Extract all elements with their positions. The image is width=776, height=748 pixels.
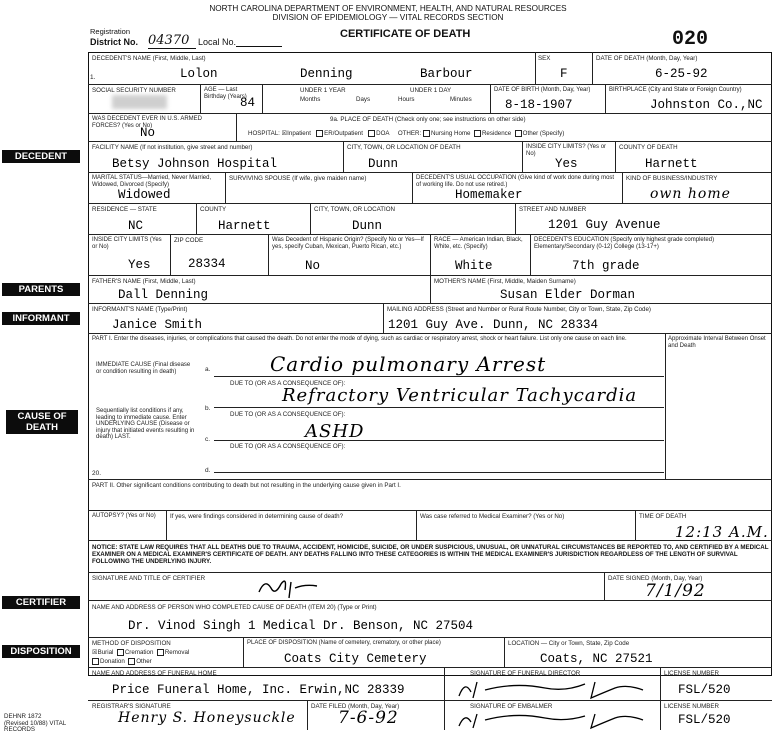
registrar-label: REGISTRAR'S SIGNATURE [92,703,171,710]
county-death-value: Harnett [645,157,698,171]
decedent-first-name: Lolon [180,67,218,81]
funeral-director-label: SIGNATURE OF FUNERAL DIRECTOR [470,670,581,677]
residence-label: Residence [481,130,512,138]
interval-label: Approximate Interval Between Onset and Death [668,336,766,349]
method-options-2 [92,658,152,665]
checkbox-nursing-home[interactable] [423,130,430,137]
local-number-label: Local No. [198,37,237,47]
checkbox-residence[interactable] [474,130,481,137]
date-of-death: 6-25-92 [655,67,708,81]
place-disposition-label: PLACE OF DISPOSITION (Name of cemetery, crematory, or other place) [247,640,441,646]
district-number: 04370 [148,33,196,49]
district-label: District No. [90,37,139,47]
hours-label: Hours [398,96,415,103]
date-signed-label: DATE SIGNED (Month, Day, Year) [608,575,703,582]
registrar-signature: Henry S. Honeysuckle [118,710,296,726]
nursing-label: Nursing Home [430,130,471,138]
minutes-label: Minutes [450,96,472,103]
residence-state-label: RESIDENCE — STATE [92,206,157,213]
ssn-label: SOCIAL SECURITY NUMBER [92,87,176,94]
decedent-middle-name: Denning [300,67,353,81]
section-disposition: DISPOSITION [2,645,80,658]
residence-state-value: NC [128,219,144,233]
checkbox-burial[interactable]: ☒ [92,649,98,657]
education-value: 7th grade [572,259,640,273]
findings-label: If yes, were findings considered in determining cause of death? [170,513,344,520]
ssn-redacted [112,95,167,109]
burial-label: Burial [97,649,114,657]
checkbox-donation[interactable] [92,658,99,665]
facility-label: FACILITY NAME (If not institution, give street and number) [92,144,253,151]
location-label: LOCATION — City or Town, State, Zip Code [508,640,630,647]
local-number-line [236,46,282,47]
part2-label: PART II. Other significant conditions contributing to death but not resulting in the underlying cause given in Part I. [92,482,401,489]
race-label: RACE — American Indian, Black, White, etc. (Specify) [434,237,523,250]
section-informant: INFORMANT [2,312,80,325]
time-of-death: 12:13 A.M. [675,523,769,541]
checkbox-inpatient[interactable]: ☒ [281,130,288,138]
sex-label: SEX [538,55,551,62]
other-label: OTHER: [397,130,422,138]
occupation-label: DECEDENT'S USUAL OCCUPATION (Give kind of work done during most of working life. Do not use retired.) [416,175,615,188]
age-label: AGE — Last Birthday (Years) [204,87,247,100]
embalmer-signature [455,708,650,735]
section-decedent: DECEDENT [2,150,80,163]
date-filed-label: DATE FILED (Month, Day, Year) [311,703,400,710]
marital-value: Widowed [118,188,171,202]
checkbox-doa[interactable] [368,130,375,137]
residence-city-value: Dunn [352,219,383,233]
doa-label: DOA [376,130,390,138]
certifier-signature [255,574,325,605]
armed-forces-label: WAS DECEDENT EVER IN U.S. ARMED FORCES? (Yes or No) [92,116,203,129]
spouse-label: SURVIVING SPOUSE (If wife, give maiden name) [229,175,367,182]
business-value: own home [650,186,731,202]
residence-county-value: Harnett [218,219,271,233]
section-parents: PARENTS [2,283,80,296]
due-to-label-3: DUE TO (OR AS A CONSEQUENCE OF): [230,443,346,450]
due-to-label-1: DUE TO (OR AS A CONSEQUENCE OF): [230,380,346,387]
mother-name: Susan Elder Dorman [500,288,636,302]
er-label: ER/Outpatient [324,130,363,138]
license-label-2: LICENSE NUMBER [664,703,720,710]
informant-label: INFORMANT'S NAME (Type/Print) [92,306,188,313]
donation-label: Donation [100,658,125,666]
days-label: Days [356,96,371,103]
under-1-year-label: UNDER 1 YEAR [300,87,346,94]
funeral-home-label: NAME AND ADDRESS OF FUNERAL HOME [92,670,217,677]
age-value: 84 [240,96,256,110]
mother-label: MOTHER'S NAME (First, Middle, Maiden Surname) [434,278,576,285]
checkbox-other[interactable] [515,130,522,137]
section-certifier: CERTIFIER [2,596,80,609]
other-specify-label: Other (Specify) [522,130,565,138]
form-footer: DEHNR 1872 (Revised 10/88) VITAL RECORDS [4,713,66,734]
checkbox-cremation[interactable] [117,649,124,656]
decedent-last-name: Barbour [420,67,473,81]
occupation-value: Homemaker [455,188,523,202]
header-division: DIVISION OF EPIDEMIOLOGY — VITAL RECORDS SECTION [272,13,504,22]
certifier-address-label: NAME AND ADDRESS OF PERSON WHO COMPLETED CAUSE OF DEATH (ITEM 20) (Type or Print) [92,604,377,611]
place-options [248,130,564,137]
license-number-2: FSL/520 [678,713,731,727]
hispanic-label: Was Decedent of Hispanic Origin? (Specify No or Yes—If yes, specify Cuban, Mexican, Puerto Rican, etc.) [272,237,424,250]
due-to-label-2: DUE TO (OR AS A CONSEQUENCE OF): [230,411,346,418]
hispanic-value: No [305,259,321,273]
examiner-label: Was case referred to Medical Examiner? (Yes or No) [420,513,565,520]
mailing-address: 1201 Guy Ave. Dunn, NC 28334 [388,318,599,332]
zip-label: ZIP CODE [174,237,204,244]
sex-value: F [560,67,568,81]
cause-b: Refractory Ventricular Tachycardia [282,385,638,406]
certifier-address: Dr. Vinod Singh 1 Medical Dr. Benson, NC 27504 [128,619,474,633]
street-value: 1201 Guy Avenue [548,218,661,232]
part1-label: PART I. Enter the diseases, injuries, or complications that caused the death. Do not enter the mode of dying, such as cardiac or respiratory arrest, shock or heart failure. List only one cause on each line. [92,336,627,342]
time-of-death-label: TIME OF DEATH [639,513,687,520]
date-filed: 7-6-92 [338,708,399,728]
autopsy-label: AUTOPSY? (Yes or No) [92,513,156,519]
checkbox-removal[interactable] [157,649,164,656]
date-signed: 7/1/92 [645,581,706,601]
months-label: Months [300,96,321,103]
cause-a: Cardio pulmonary Arrest [270,352,547,376]
dob-label: DATE OF BIRTH (Month, Day, Year) [494,87,591,93]
under-1-day-label: UNDER 1 DAY [410,87,452,94]
cremation-label: Cremation [124,649,154,657]
registration-label: Registration [90,27,131,36]
birthplace-label: BIRTHPLACE (City and State or Foreign Country) [609,87,742,93]
education-label: DECEDENT'S EDUCATION (Specify only highest grade completed) Elementary/Secondary (0-12) College (13-17+) [534,237,715,250]
father-label: FATHER'S NAME (First, Middle, Last) [92,278,196,285]
mailing-label: MAILING ADDRESS (Street and Number or Rural Route Number, City or Town, State, Zip Code) [387,306,651,313]
race-value: White [455,259,493,273]
immediate-cause-label: IMMEDIATE CAUSE (Final disease or condition resulting in death) [96,362,191,375]
county-death-label: COUNTY OF DEATH [619,144,678,151]
signature-label: SIGNATURE AND TITLE OF CERTIFIER [92,575,206,582]
embalmer-label: SIGNATURE OF EMBALMER [470,703,553,710]
license-number-1: FSL/520 [678,683,731,697]
place-disposition: Coats City Cemetery [284,652,427,666]
funeral-home: Price Funeral Home, Inc. Erwin,NC 28339 [112,683,405,697]
birthplace-value: Johnston Co.,NC [650,98,763,112]
sequential-label: Sequentially list conditions if any, leading to immediate cause. Enter UNDERLYING CAUSE (Disease or injury that initiated events resulting in death) LAST. [96,408,195,441]
name-label: DECEDENT'S NAME (First, Middle, Last) [92,55,206,62]
marital-label: MARITAL STATUS—Married, Never Married, Widowed, Divorced (Specify) [92,175,212,188]
location-value: Coats, NC 27521 [540,652,653,666]
facility-value: Betsy Johnson Hospital [112,157,278,171]
informant-name: Janice Smith [112,318,203,332]
notice-text: NOTICE: STATE LAW REQUIRES THAT ALL DEATHS DUE TO TRAUMA, ACCIDENT, HOMICIDE, SUICIDE, OR UNDER SUSPICIOUS, UNUSUAL, OR UNNATURAL CIRCUMSTANCES BE REPORTED TO, AND CERTIFIED BY A MEDICAL EXAMINER ON A MEDICAL EXAMINER'S CERTIFICATE OF DEATH. ANY DEATHS FALLING INTO THESE CATEGORIES IS WITHIN THE MEDICAL EXAMINER'S JURISDICTION REGARDLESS OF THE LENGTH OF SURVIVAL FOLLOWING THE UNDERLYING INJURY. [92,544,769,566]
armed-forces-value: No [140,126,156,140]
inside-city-label: INSIDE CITY LIMITS? (Yes or No) [526,144,607,157]
father-name: Dall Denning [118,288,209,302]
inside-city-value: Yes [555,157,578,171]
business-label: KIND OF BUSINESS/INDUSTRY [626,175,718,182]
street-label: STREET AND NUMBER [519,206,587,213]
city-death-label: CITY, TOWN, OR LOCATION OF DEATH [347,144,461,151]
checkbox-er[interactable] [316,130,323,137]
funeral-director-signature [455,676,650,705]
method-options-1 [92,649,189,656]
certificate-number: 020 [672,28,709,51]
residence-city-label: CITY, TOWN, OR LOCATION [314,206,396,213]
license-label-1: LICENSE NUMBER [664,670,720,677]
place-of-death-label: 9a. PLACE OF DEATH (Check only one; see instructions on other side) [330,116,526,123]
cause-c: ASHD [305,421,365,442]
city-death-value: Dunn [368,157,399,171]
dod-label: DATE OF DEATH (Month, Day, Year) [596,55,698,62]
certificate-title: CERTIFICATE OF DEATH [340,28,471,40]
zip-value: 28334 [188,257,226,271]
other-disposition-label: Other [136,658,152,666]
date-of-birth: 8-18-1907 [505,98,573,112]
header-department: NORTH CAROLINA DEPARTMENT OF ENVIRONMENT, HEALTH, AND NATURAL RESOURCES [209,4,567,13]
residence-county-label: COUNTY [200,206,227,213]
hospital-label: HOSPITAL: [248,130,280,138]
method-label: METHOD OF DISPOSITION [92,640,171,647]
section-cause-of-death: CAUSE OF DEATH [6,410,78,434]
residence-inside-value: Yes [128,258,151,272]
checkbox-other-disposition[interactable] [128,658,135,665]
removal-label: Removal [164,649,190,657]
residence-inside-label: INSIDE CITY LIMITS (Yes or No) [92,237,162,250]
inpatient-label: Inpatient [287,130,311,138]
